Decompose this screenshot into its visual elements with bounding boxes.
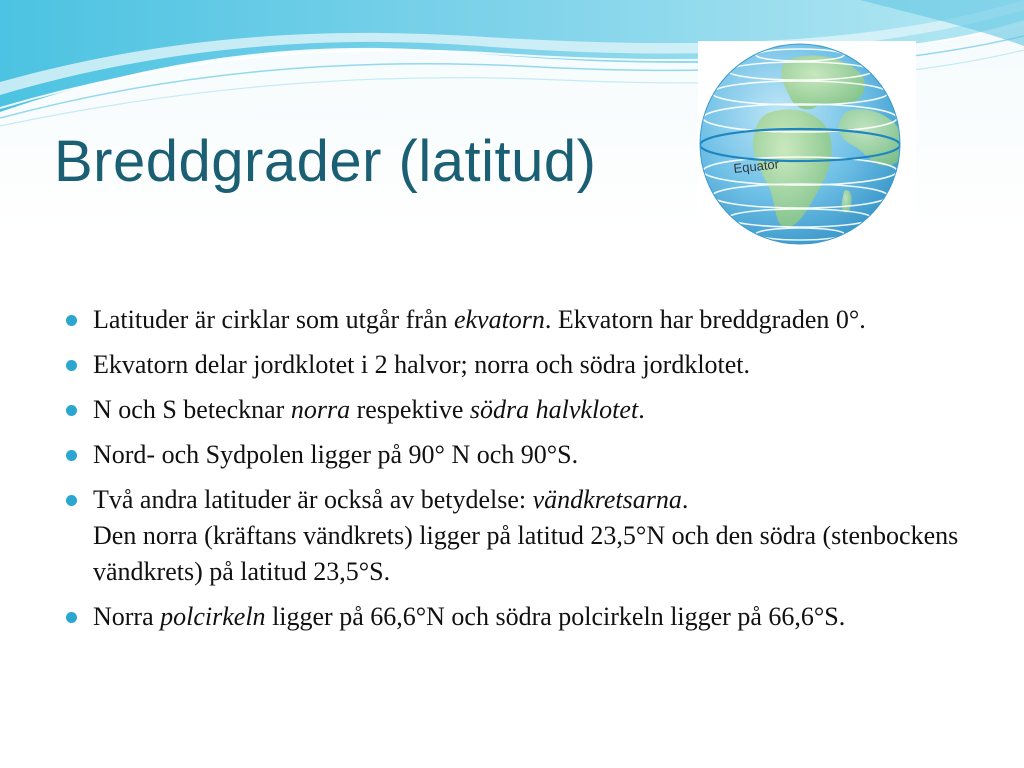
- bullet-text: .: [681, 485, 689, 514]
- bullet-item: [66, 482, 966, 590]
- bullet-emphasis-text: polcirkeln: [160, 602, 266, 631]
- bullet-text: ligger på 66,6°N och södra polcirkeln ligger på 66,6°S.: [265, 602, 846, 631]
- bullet-dot-icon: [66, 495, 77, 506]
- bullet-dot-icon: [66, 612, 77, 623]
- bullet-text: .: [638, 395, 645, 424]
- equator-label: Equator: [732, 156, 780, 176]
- bullet-text: . Ekvatorn har breddgraden 0°.: [544, 305, 866, 334]
- bullet-emphasis-text: ekvatorn: [453, 305, 545, 334]
- bullet-dot-icon: [66, 405, 77, 416]
- bullet-text: respektive: [350, 395, 470, 424]
- bullet-emphasis-text: norra: [290, 395, 351, 424]
- globe-image: [698, 41, 916, 247]
- bullet-text: Två andra latituder är också av betydelse:: [93, 485, 533, 514]
- bullet-text: Ekvatorn delar jordklotet i 2 halvor; norra och södra jordklotet.: [93, 350, 751, 379]
- bullet-dot-icon: [66, 360, 77, 371]
- bullet-emphasis-text: södra halvklotet: [469, 395, 639, 424]
- bullet-item: [66, 437, 966, 473]
- bullet-list: [66, 302, 966, 644]
- bullet-item: [66, 347, 966, 383]
- slide-title: Breddgrader (latitud): [54, 129, 597, 194]
- bullet-dot-icon: [66, 450, 77, 461]
- bullet-text: Den norra (kräftans vändkrets) ligger på latitud 23,5°N och den södra (stenbockens vändkrets) på latitud 23,5°S.: [93, 521, 959, 586]
- bullet-text: Nord- och Sydpolen ligger på 90° N och 90°S.: [93, 440, 579, 469]
- bullet-emphasis-text: vändkretsarna: [532, 485, 682, 514]
- globe-icon: [698, 41, 916, 247]
- bullet-dot-icon: [66, 315, 77, 326]
- bullet-text: N och S betecknar: [93, 395, 291, 424]
- bullet-text: Norra: [93, 602, 161, 631]
- bullet-item: [66, 392, 966, 428]
- bullet-item: [66, 599, 966, 635]
- bullet-text: Latituder är cirklar som utgår från: [93, 305, 454, 334]
- bullet-item: [66, 302, 966, 338]
